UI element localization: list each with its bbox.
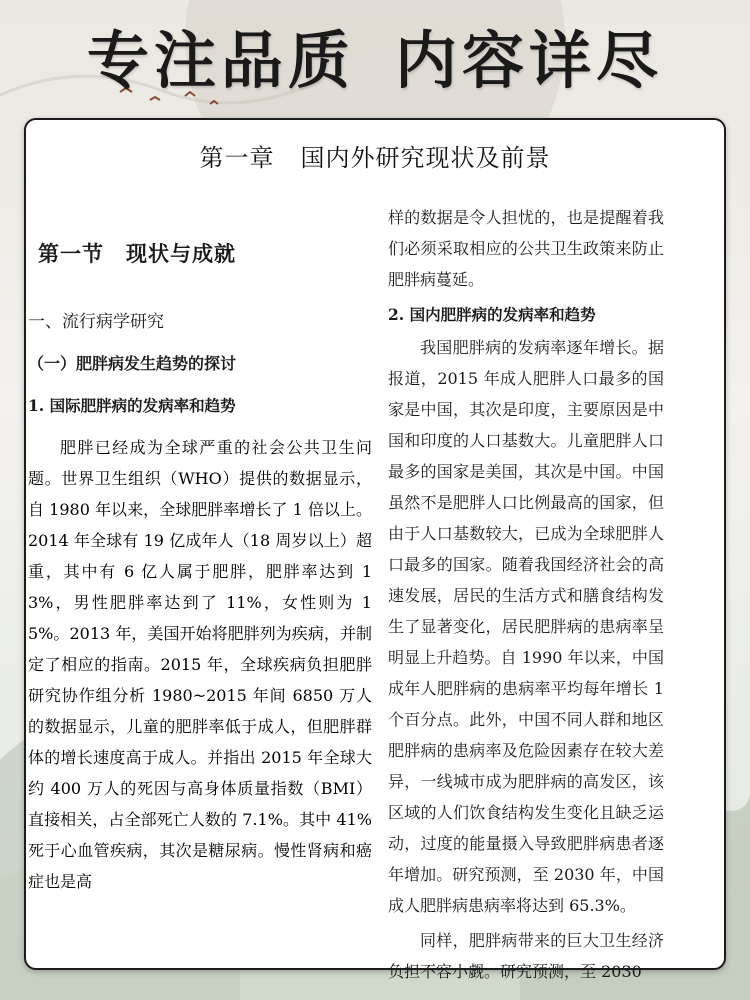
chapter-name: 国内外研究现状及前景 xyxy=(300,144,551,172)
paragraph-international-obesity: 肥胖已经成为全球严重的社会公共卫生问题。世界卫生组织（WHO）提供的数据显示，自 1980 年以来，全球肥胖率增长了 1 倍以上。2014 年全球有 19 亿成年人（18 周岁以上）超重，其中有 6 亿人属于肥胖，肥胖率达到 13%，男性肥胖率达到了 11%，女性则为 15%。2013 年，美国开始将肥胖列为疾病，并制定了相应的指南。2015 年，全球疾病负担肥胖研究协作组分析 1980~2015 年间 6850 万人的数据显示，儿童的肥胖率低于成人，但肥胖群体的增长速度高于成人。并指出 2015 年全球大约 400 万人的死因与高身体质量指数（BMI）直接相关，占全部死亡人数的 7.1%。其中 41% 死于心血管疾病，其次是糖尿病。慢性肾病和癌症也是高 xyxy=(28,438,372,891)
paragraph-domestic-obesity: 我国肥胖病的发病率逐年增长。据报道，2015 年成人肥胖人口最多的国家是中国，其次是印度，主要原因是中国和印度的人口基数大。儿童肥胖人口最多的国家是美国，其次是中国。中国虽然不是肥胖人口比例最高的国家，但由于人口基数较大，已成为全球肥胖人口最多的国家。随着我国经济社会的高速发展，居民的生活方式和膳食结构发生了显著变化，居民肥胖病的患病率呈明显上升趋势。自 1990 年以来，中国成年人肥胖病的患病率平均每年增长 1 个百分点。此外，中国不同人群和地区肥胖病的患病率及危险因素存在较大差异，一线城市成为肥胖病的高发区，该区域的人们饮食结构发生变化且缺乏运动，过度的能量摄入导致肥胖病患者逐年增加。研究预测，至 2030 年，中国成人肥胖病患病率将达到 65.3%。 xyxy=(388,338,664,915)
banner-title-part-1: 专注品质 xyxy=(86,24,355,97)
heading-epidemiology: 一、流行病学研究 xyxy=(28,312,164,332)
heading-domestic-incidence: 2. 国内肥胖病的发病率和趋势 xyxy=(388,305,596,324)
left-column xyxy=(28,202,372,421)
chapter-number: 第一章 xyxy=(199,144,275,172)
banner-title-part-2: 内容详尽 xyxy=(395,24,664,97)
section-title xyxy=(38,238,372,269)
paragraph-economic-burden: 同样，肥胖病带来的巨大卫生经济负担不容小觑。研究预测，至 2030 xyxy=(388,931,664,981)
paragraph-continuation: 样的数据是令人担忧的，也是提醒着我们必须采取相应的公共卫生政策来防止肥胖病蔓延。 xyxy=(388,208,664,289)
promo-banner-title xyxy=(0,18,750,104)
book-page-preview xyxy=(24,118,726,981)
section-name: 现状与成就 xyxy=(126,241,236,266)
chapter-title xyxy=(26,138,724,173)
right-column xyxy=(388,202,664,987)
heading-obesity-trends: （一）肥胖病发生趋势的探讨 xyxy=(28,354,237,373)
heading-international-incidence: 1. 国际肥胖病的发病率和趋势 xyxy=(28,396,236,415)
section-number: 第一节 xyxy=(38,241,104,266)
